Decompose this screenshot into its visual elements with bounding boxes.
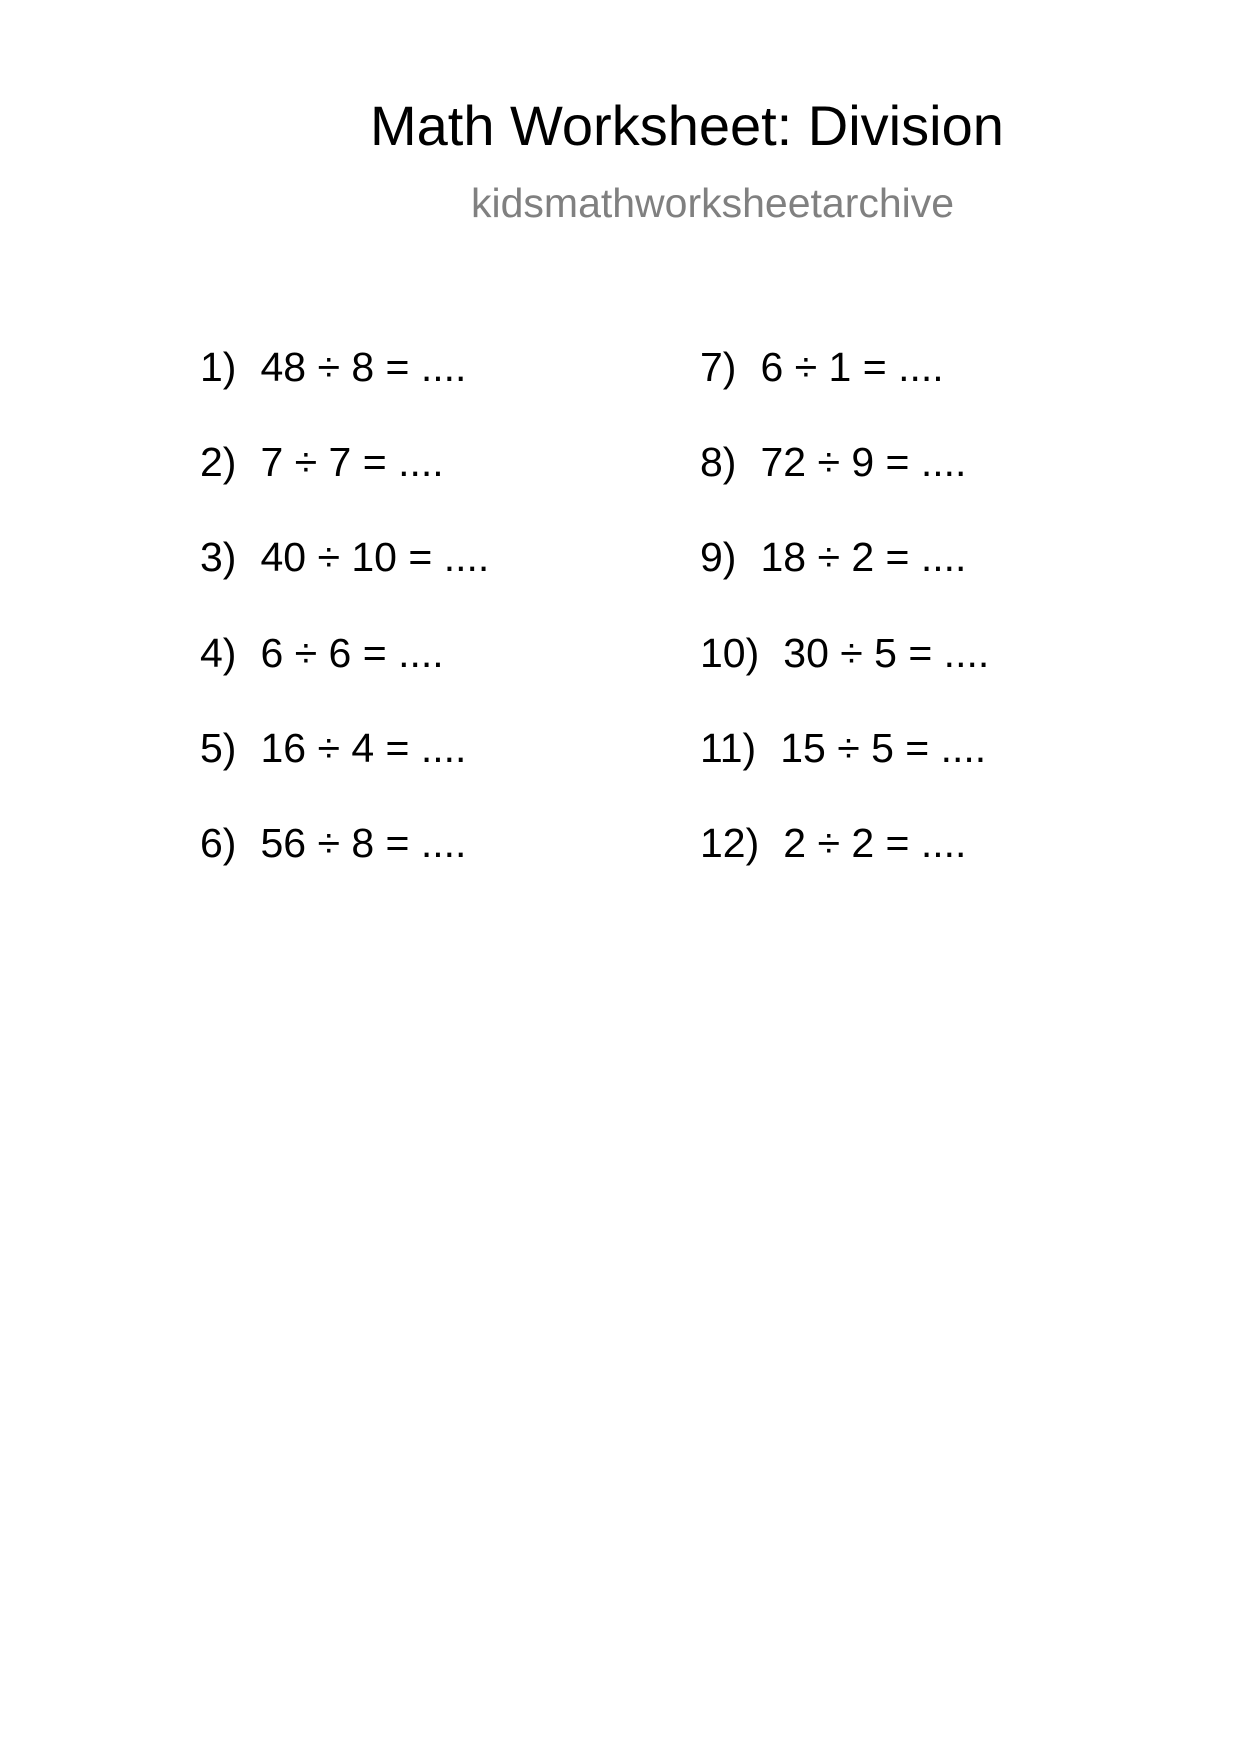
problem-expression: 6 ÷ 1 = .... (760, 344, 944, 390)
problems-left-column (200, 344, 490, 918)
problem-4 (200, 629, 489, 728)
problem-7 (700, 344, 989, 442)
problem-2 (200, 439, 489, 537)
problem-expression: 7 ÷ 7 = .... (260, 439, 444, 486)
problem-number: 2) (200, 439, 237, 486)
problem-number: 4) (200, 629, 237, 676)
problem-10 (700, 629, 990, 728)
problem-number: 10) (700, 629, 760, 676)
problem-number: 6) (200, 819, 237, 866)
problems-right-column (700, 344, 990, 918)
problem-expression: 18 ÷ 2 = .... (760, 534, 967, 581)
problem-expression: 40 ÷ 10 = .... (260, 534, 490, 581)
worksheet-subtitle: kidsmathworksheetarchive (471, 180, 955, 226)
problem-expression: 2 ÷ 2 = .... (783, 819, 967, 866)
problem-expression: 72 ÷ 9 = .... (760, 439, 967, 486)
problem-number: 7) (700, 344, 737, 390)
problem-5 (200, 724, 489, 823)
problem-9 (700, 534, 989, 632)
problem-expression: 48 ÷ 8 = .... (260, 344, 467, 390)
problem-6 (200, 819, 489, 918)
problem-number: 12) (700, 819, 760, 866)
problem-number: 1) (200, 344, 237, 390)
problem-number: 8) (700, 439, 737, 486)
problem-expression: 15 ÷ 5 = .... (780, 724, 987, 771)
problem-number: 5) (200, 724, 237, 771)
problem-number: 11) (700, 724, 757, 771)
problem-expression: 30 ÷ 5 = .... (783, 629, 990, 676)
problem-1 (200, 344, 489, 442)
problem-number: 9) (700, 534, 737, 581)
problem-3 (200, 534, 490, 632)
problem-expression: 16 ÷ 4 = .... (260, 724, 467, 771)
problem-expression: 56 ÷ 8 = .... (260, 819, 467, 866)
problem-number: 3) (200, 534, 237, 581)
worksheet-title: Math Worksheet: Division (370, 94, 1004, 157)
problem-12 (700, 819, 989, 918)
problem-8 (700, 439, 989, 537)
problem-11 (700, 724, 989, 823)
problem-expression: 6 ÷ 6 = .... (260, 629, 444, 676)
